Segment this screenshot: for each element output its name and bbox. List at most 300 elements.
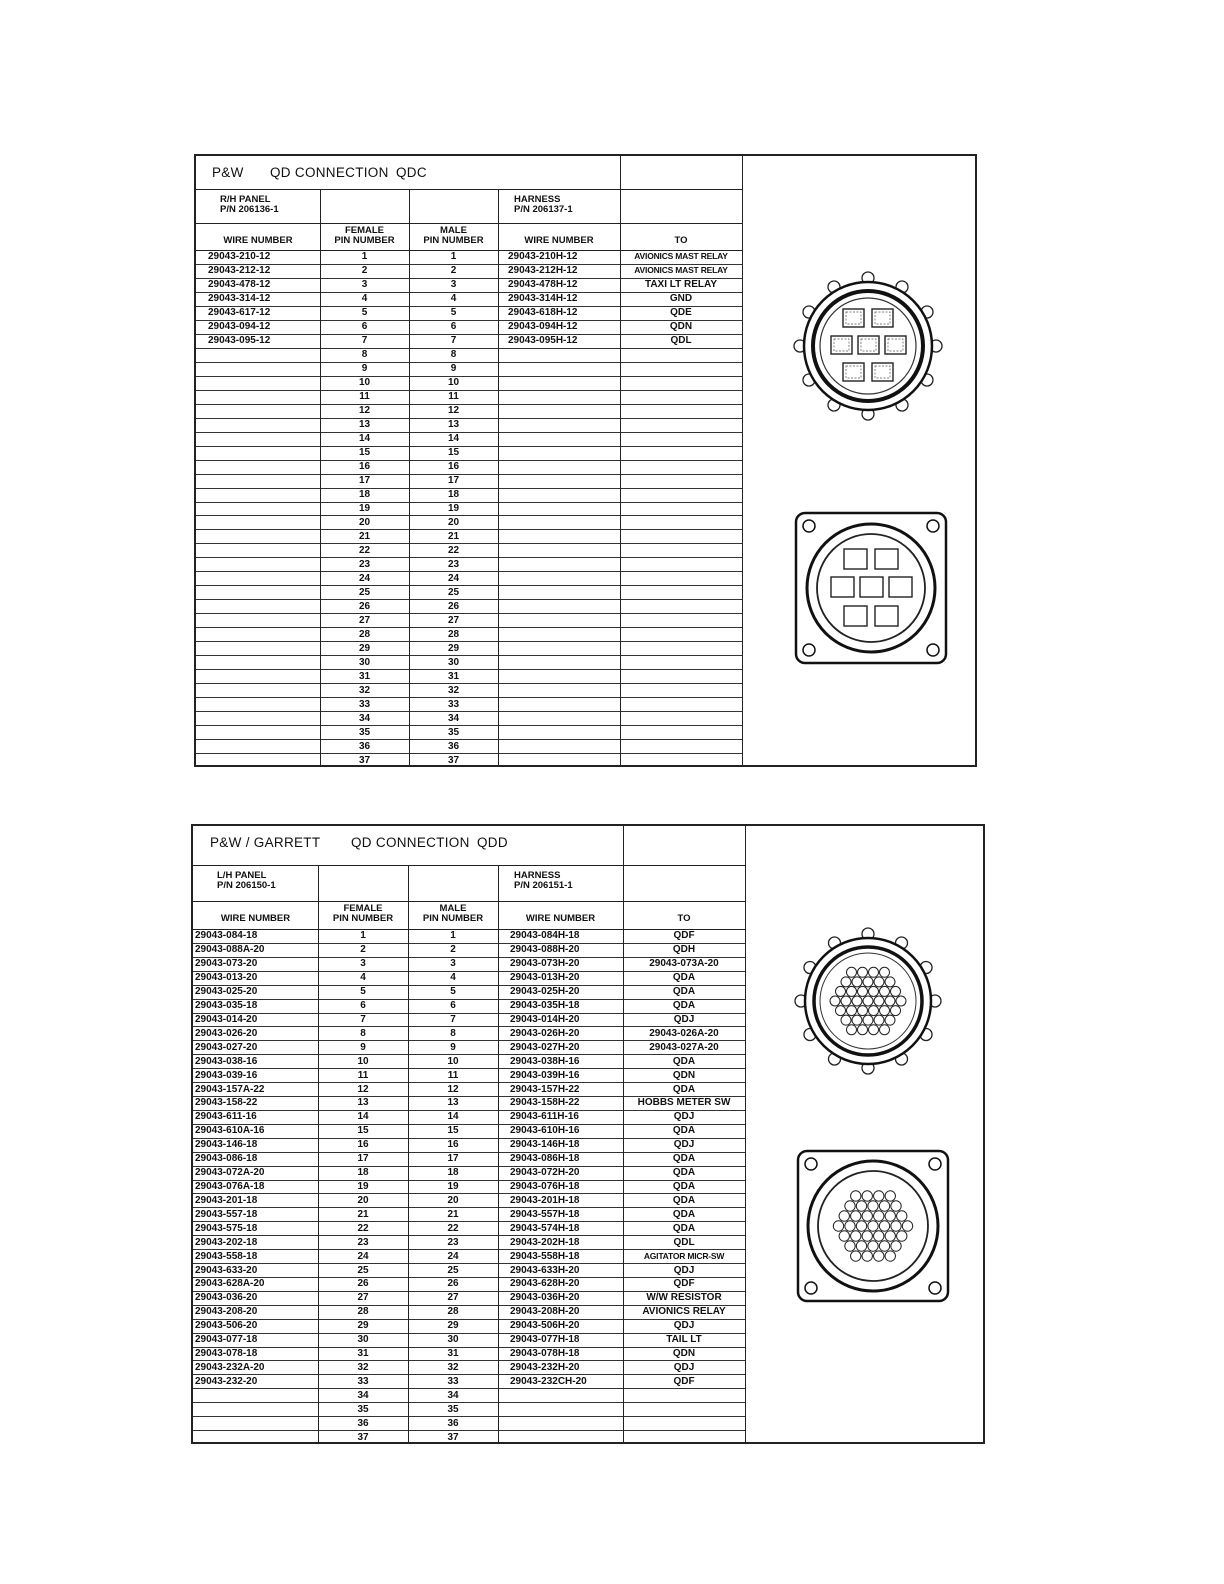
qdd-cell-wire-number: 29043-073-20 — [195, 958, 258, 970]
qdd-cell-harness-wire-number: 29043-086H-18 — [510, 1153, 580, 1165]
qdc-cell-harness-wire-number: 29043-618H-12 — [508, 307, 578, 319]
qdc-cell-male-pin: 30 — [447, 656, 460, 668]
qdd-cell-wire-number: 29043-078-18 — [195, 1348, 258, 1360]
qdd-column-rule — [498, 866, 499, 1444]
qdd-cell-harness-wire-number: 29043-013H-20 — [510, 972, 580, 984]
qdd-cell-male-pin: 18 — [447, 1167, 459, 1179]
qdd-cell-male-pin: 30 — [447, 1334, 459, 1346]
qdc-cell-harness-wire-number: 29043-095H-12 — [508, 335, 578, 347]
qdd-cell-male-pin: 17 — [447, 1153, 459, 1165]
qdd-cell-male-pin: 27 — [447, 1292, 459, 1304]
qdd-cell-to: 29043-026A-20 — [649, 1027, 719, 1039]
qdd-cell-female-pin: 26 — [357, 1278, 369, 1290]
qdd-cell-harness-wire-number: 29043-027H-20 — [510, 1041, 580, 1053]
qdd-cell-to: HOBBS METER SW — [637, 1097, 731, 1109]
qdd-cell-female-pin: 34 — [357, 1389, 369, 1401]
qdd-cell-wire-number: 29043-088A-20 — [195, 944, 265, 956]
qdd-cell-female-pin: 9 — [360, 1041, 366, 1053]
qdd-title-mid: QD CONNECTION — [351, 835, 470, 850]
qdc-cell-female-pin: 16 — [358, 461, 371, 473]
qdc-cell-harness-wire-number: 29043-212H-12 — [508, 265, 578, 277]
qdc-cell-male-pin: 17 — [447, 475, 460, 487]
qdd-cell-wire-number: 29043-611-16 — [195, 1111, 257, 1123]
qdc-cell-female-pin: 11 — [359, 391, 370, 403]
qdc-cell-harness-wire-number: 29043-314H-12 — [508, 293, 578, 305]
qdc-cell-male-pin: 19 — [447, 503, 460, 514]
qdd-cell-male-pin: 28 — [447, 1306, 459, 1318]
qdd-cell-wire-number: 29043-158-22 — [195, 1097, 258, 1109]
qdd-column-header-0: WIRE NUMBER — [220, 913, 291, 924]
qdd-column-rule — [623, 826, 624, 1444]
qdc-cell-female-pin: 8 — [361, 349, 368, 361]
qdd-round-plug-diagram — [795, 928, 941, 1074]
qdd-cell-to: QDA — [672, 972, 696, 984]
qdc-cell-male-pin: 11 — [448, 391, 459, 403]
qdd-cell-harness-wire-number: 29043-036H-20 — [510, 1292, 580, 1304]
qdd-cell-harness-wire-number: 29043-202H-18 — [510, 1236, 580, 1248]
qdd-cell-male-pin: 19 — [447, 1181, 459, 1192]
qdd-cell-harness-wire-number: 29043-035H-18 — [510, 1000, 580, 1012]
qdd-cell-male-pin: 21 — [447, 1208, 459, 1220]
qdd-cell-male-pin: 35 — [447, 1403, 459, 1415]
qdc-cell-male-pin: 10 — [447, 377, 460, 389]
qdd-cell-to: QDA — [672, 1194, 696, 1206]
qdd-cell-to: QDA — [672, 1000, 696, 1012]
qdd-cell-to: QDA — [672, 1153, 696, 1165]
qdc-cell-male-pin: 14 — [447, 433, 460, 445]
qdd-cell-wire-number: 29043-027-20 — [195, 1041, 258, 1053]
qdc-column-header-0: WIRE NUMBER — [223, 235, 293, 246]
qdd-cell-harness-wire-number: 29043-574H-18 — [510, 1222, 580, 1234]
qdd-column-header-4: TO — [677, 913, 691, 924]
qdd-cell-to: QDJ — [673, 1361, 695, 1373]
qdc-cell-to: GND — [669, 293, 693, 305]
qdd-cell-wire-number: 29043-039-16 — [195, 1069, 258, 1081]
qdd-cell-male-pin: 6 — [450, 1000, 456, 1012]
qdc-cell-to: TAXI LT RELAY — [644, 279, 718, 291]
qdd-cell-harness-wire-number: 29043-557H-18 — [510, 1208, 580, 1220]
qdd-cell-female-pin: 5 — [360, 986, 366, 998]
qdc-panel-label: R/H PANEL P/N 206136-1 — [220, 194, 279, 215]
qdd-cell-wire-number: 29043-202-18 — [195, 1236, 258, 1248]
qdd-connection-sheet — [191, 824, 985, 1444]
qdc-cell-female-pin: 1 — [361, 251, 368, 263]
qdc-cell-female-pin: 36 — [358, 740, 371, 752]
qdd-cell-to: QDN — [672, 1348, 696, 1360]
qdd-cell-male-pin: 5 — [450, 986, 456, 998]
qdc-square-receptacle-diagram — [796, 513, 946, 663]
qdc-cell-wire-number: 29043-210-12 — [208, 251, 271, 263]
qdd-cell-to: QDF — [673, 1278, 695, 1290]
qdd-cell-male-pin: 13 — [447, 1097, 459, 1109]
qdc-cell-female-pin: 19 — [358, 503, 371, 514]
qdc-cell-female-pin: 23 — [358, 558, 371, 570]
qdd-cell-female-pin: 17 — [357, 1153, 369, 1165]
qdd-cell-wire-number: 29043-076A-18 — [195, 1181, 265, 1192]
qdd-cell-harness-wire-number: 29043-025H-20 — [510, 986, 580, 998]
qdd-cell-wire-number: 29043-084-18 — [195, 930, 258, 942]
qdc-cell-male-pin: 3 — [450, 279, 457, 291]
qdd-cell-male-pin: 7 — [450, 1013, 456, 1025]
qdc-cell-female-pin: 32 — [358, 684, 371, 696]
qdd-cell-to: AVIONICS RELAY — [642, 1306, 726, 1318]
qdc-cell-female-pin: 14 — [358, 433, 371, 445]
qdd-cell-wire-number: 29043-025-20 — [195, 986, 258, 998]
qdd-cell-female-pin: 6 — [360, 1000, 366, 1012]
qdc-column-header-2: MALE PIN NUMBER — [423, 225, 484, 246]
qdd-cell-harness-wire-number: 29043-506H-20 — [510, 1320, 580, 1332]
qdd-cell-harness-wire-number: 29043-558H-18 — [510, 1250, 580, 1262]
qdc-title-left: P&W — [212, 165, 244, 180]
qdd-cell-wire-number: 29043-157A-22 — [195, 1083, 265, 1095]
qdd-cell-harness-wire-number: 29043-208H-20 — [510, 1306, 580, 1318]
qdd-cell-wire-number: 29043-506-20 — [195, 1320, 258, 1332]
qdc-cell-male-pin: 4 — [450, 293, 457, 305]
qdc-cell-male-pin: 33 — [447, 698, 460, 710]
qdd-column-rule — [318, 866, 319, 1444]
qdd-cell-female-pin: 11 — [357, 1069, 369, 1081]
qdc-cell-male-pin: 31 — [447, 670, 460, 682]
qdd-cell-male-pin: 20 — [447, 1194, 459, 1206]
qdc-column-header-1: FEMALE PIN NUMBER — [334, 225, 395, 246]
qdc-cell-female-pin: 24 — [358, 572, 371, 584]
qdd-cell-male-pin: 22 — [447, 1222, 459, 1234]
qdc-cell-female-pin: 21 — [358, 530, 371, 542]
qdd-column-rule — [408, 866, 409, 1444]
qdd-cell-female-pin: 25 — [357, 1264, 369, 1276]
qdd-cell-harness-wire-number: 29043-628H-20 — [510, 1278, 580, 1290]
qdd-cell-female-pin: 31 — [357, 1348, 369, 1360]
qdd-cell-male-pin: 24 — [447, 1250, 459, 1262]
qdd-cell-male-pin: 15 — [447, 1125, 459, 1137]
qdc-cell-female-pin: 31 — [358, 670, 371, 682]
qdc-cell-male-pin: 15 — [447, 447, 460, 459]
qdc-title-row — [196, 156, 742, 190]
qdd-cell-female-pin: 36 — [357, 1417, 369, 1429]
qdd-cell-female-pin: 30 — [357, 1334, 369, 1346]
qdc-cell-male-pin: 5 — [450, 307, 457, 319]
qdc-cell-male-pin: 26 — [447, 600, 460, 612]
qdd-cell-female-pin: 37 — [357, 1431, 369, 1443]
qdc-cell-male-pin: 2 — [450, 265, 457, 277]
qdd-title-row — [193, 826, 745, 866]
qdd-cell-male-pin: 12 — [447, 1083, 459, 1095]
qdd-cell-male-pin: 29 — [447, 1320, 459, 1332]
qdd-cell-harness-wire-number: 29043-039H-16 — [510, 1069, 580, 1081]
qdc-cell-to: AVIONICS MAST RELAY — [634, 265, 728, 276]
qdd-cell-wire-number: 29043-232A-20 — [195, 1361, 265, 1373]
qdc-cell-female-pin: 13 — [358, 419, 371, 431]
qdd-cell-to: QDJ — [673, 1320, 695, 1332]
qdd-cell-to: QDJ — [673, 1013, 695, 1025]
qdc-cell-male-pin: 37 — [447, 754, 460, 766]
qdc-column-header-4: TO — [674, 235, 688, 246]
qdd-cell-to: 29043-027A-20 — [649, 1041, 719, 1053]
qdd-cell-female-pin: 2 — [360, 944, 366, 956]
qdc-cell-female-pin: 2 — [361, 265, 368, 277]
qdd-cell-wire-number: 29043-633-20 — [195, 1264, 258, 1276]
qdc-cell-female-pin: 34 — [358, 712, 371, 724]
qdc-cell-female-pin: 6 — [361, 321, 368, 333]
qdd-cell-female-pin: 8 — [360, 1027, 366, 1039]
qdc-cell-female-pin: 12 — [358, 405, 371, 417]
qdd-cell-male-pin: 1 — [450, 930, 456, 942]
qdc-cell-to: QDL — [670, 335, 692, 347]
qdd-column-header-1: FEMALE PIN NUMBER — [332, 903, 394, 924]
qdd-cell-male-pin: 23 — [447, 1236, 459, 1248]
qdd-cell-harness-wire-number: 29043-014H-20 — [510, 1013, 580, 1025]
qdd-cell-harness-wire-number: 29043-158H-22 — [510, 1097, 580, 1109]
qdd-cell-female-pin: 3 — [360, 958, 366, 970]
qdd-cell-harness-wire-number: 29043-157H-22 — [510, 1083, 580, 1095]
qdc-cell-male-pin: 36 — [447, 740, 460, 752]
qdd-cell-harness-wire-number: 29043-146H-18 — [510, 1139, 580, 1151]
qdd-column-header-2: MALE PIN NUMBER — [422, 903, 484, 924]
qdd-cell-female-pin: 15 — [357, 1125, 369, 1137]
qdc-cell-wire-number: 29043-095-12 — [208, 335, 271, 347]
qdd-cell-male-pin: 16 — [447, 1139, 459, 1151]
qdd-cell-harness-wire-number: 29043-232H-20 — [510, 1361, 580, 1373]
qdc-column-rule — [498, 190, 499, 767]
qdd-cell-harness-wire-number: 29043-201H-18 — [510, 1194, 580, 1206]
qdd-cell-wire-number: 29043-575-18 — [195, 1222, 258, 1234]
qdc-cell-male-pin: 12 — [447, 405, 460, 417]
qdd-cell-male-pin: 11 — [447, 1069, 459, 1081]
qdd-cell-wire-number: 29043-232-20 — [195, 1375, 258, 1387]
qdd-cell-female-pin: 32 — [357, 1361, 369, 1373]
qdc-connection-sheet — [194, 154, 977, 767]
qdd-cell-female-pin: 14 — [357, 1111, 369, 1123]
qdd-cell-harness-wire-number: 29043-072H-20 — [510, 1167, 580, 1179]
qdc-cell-male-pin: 21 — [447, 530, 460, 542]
qdc-title-right: QDC — [396, 165, 427, 180]
qdc-cell-male-pin: 34 — [447, 712, 460, 724]
qdd-cell-male-pin: 8 — [450, 1027, 456, 1039]
qdd-cell-harness-wire-number: 29043-026H-20 — [510, 1027, 580, 1039]
qdd-cell-to: QDF — [673, 1375, 695, 1387]
qdd-panel-row-bottom-rule — [193, 901, 745, 902]
qdc-panel-row-bottom-rule — [196, 223, 742, 224]
qdc-cell-wire-number: 29043-212-12 — [208, 265, 271, 277]
qdd-cell-to: QDA — [672, 1083, 696, 1095]
qdc-column-header-3: WIRE NUMBER — [524, 235, 594, 246]
qdc-cell-female-pin: 3 — [361, 279, 368, 291]
qdc-cell-to: AVIONICS MAST RELAY — [634, 251, 728, 262]
qdc-cell-to: QDE — [670, 307, 692, 319]
qdd-cell-wire-number: 29043-557-18 — [195, 1208, 258, 1220]
qdd-connector-diagrams — [745, 826, 985, 1444]
qdd-cell-wire-number: 29043-026-20 — [195, 1027, 258, 1039]
qdd-cell-female-pin: 1 — [360, 930, 366, 942]
qdc-cell-female-pin: 28 — [358, 628, 371, 640]
qdd-cell-female-pin: 18 — [357, 1167, 369, 1179]
qdd-cell-to: QDA — [672, 1055, 696, 1067]
qdd-cell-female-pin: 19 — [357, 1181, 369, 1192]
qdd-cell-male-pin: 33 — [447, 1375, 459, 1387]
qdc-cell-female-pin: 18 — [358, 489, 371, 501]
qdc-cell-female-pin: 30 — [358, 656, 371, 668]
qdd-harness-label: HARNESS P/N 206151-1 — [514, 870, 573, 891]
qdd-cell-wire-number: 29043-035-18 — [195, 1000, 258, 1012]
qdc-cell-wire-number: 29043-314-12 — [208, 293, 271, 305]
qdd-cell-to: QDH — [672, 944, 696, 956]
qdd-cell-to: QDA — [672, 1181, 696, 1192]
qdd-cell-male-pin: 4 — [450, 972, 456, 984]
qdd-cell-female-pin: 23 — [357, 1236, 369, 1248]
qdc-cell-male-pin: 1 — [450, 251, 457, 263]
qdd-cell-harness-wire-number: 29043-038H-16 — [510, 1055, 580, 1067]
qdc-cell-male-pin: 9 — [450, 363, 457, 375]
qdc-cell-female-pin: 29 — [358, 642, 371, 654]
qdd-cell-female-pin: 27 — [357, 1292, 369, 1304]
qdc-cell-male-pin: 20 — [447, 516, 460, 528]
qdc-cell-male-pin: 13 — [447, 419, 460, 431]
qdc-cell-male-pin: 8 — [450, 349, 457, 361]
qdd-cell-female-pin: 12 — [357, 1083, 369, 1095]
qdd-cell-female-pin: 24 — [357, 1250, 369, 1262]
qdc-cell-female-pin: 35 — [358, 726, 371, 738]
qdd-cell-female-pin: 22 — [357, 1222, 369, 1234]
qdd-cell-harness-wire-number: 29043-078H-18 — [510, 1348, 580, 1360]
qdc-cell-male-pin: 28 — [447, 628, 460, 640]
qdc-cell-male-pin: 7 — [450, 335, 457, 347]
qdd-cell-female-pin: 16 — [357, 1139, 369, 1151]
qdd-cell-to: QDL — [673, 1236, 695, 1248]
qdd-cell-to: TAIL LT — [666, 1334, 702, 1346]
qdc-cell-female-pin: 10 — [358, 377, 371, 389]
qdd-cell-harness-wire-number: 29043-084H-18 — [510, 930, 580, 942]
qdc-cell-female-pin: 15 — [358, 447, 371, 459]
qdd-cell-male-pin: 32 — [447, 1361, 459, 1373]
qdd-cell-harness-wire-number: 29043-633H-20 — [510, 1264, 580, 1276]
qdd-cell-to: AGITATOR MICR-SW — [643, 1250, 725, 1261]
qdd-cell-female-pin: 21 — [357, 1208, 369, 1220]
qdc-cell-female-pin: 4 — [361, 293, 368, 305]
qdd-cell-wire-number: 29043-086-18 — [195, 1153, 258, 1165]
qdd-cell-female-pin: 13 — [357, 1097, 369, 1109]
qdd-cell-to: QDF — [673, 930, 695, 942]
qdc-cell-female-pin: 25 — [358, 586, 371, 598]
qdd-cell-harness-wire-number: 29043-610H-16 — [510, 1125, 580, 1137]
qdd-cell-male-pin: 36 — [447, 1417, 459, 1429]
qdc-cell-male-pin: 18 — [447, 489, 460, 501]
qdc-cell-harness-wire-number: 29043-478H-12 — [508, 279, 578, 291]
qdd-cell-to: QDJ — [673, 1111, 695, 1123]
qdd-cell-wire-number: 29043-013-20 — [195, 972, 258, 984]
qdd-cell-female-pin: 7 — [360, 1013, 366, 1025]
qdd-cell-harness-wire-number: 29043-076H-18 — [510, 1181, 580, 1192]
qdd-cell-to: QDA — [672, 1167, 696, 1179]
qdc-cell-male-pin: 32 — [447, 684, 460, 696]
qdd-cell-male-pin: 26 — [447, 1278, 459, 1290]
qdd-cell-wire-number: 29043-610A-16 — [195, 1125, 265, 1137]
qdc-cell-female-pin: 27 — [358, 614, 371, 626]
qdd-cell-harness-wire-number: 29043-073H-20 — [510, 958, 580, 970]
qdc-cell-female-pin: 22 — [358, 544, 371, 556]
qdc-cell-female-pin: 7 — [361, 335, 368, 347]
qdd-cell-wire-number: 29043-036-20 — [195, 1292, 258, 1304]
qdc-cell-wire-number: 29043-478-12 — [208, 279, 271, 291]
qdc-cell-female-pin: 5 — [361, 307, 368, 319]
qdc-cell-male-pin: 25 — [447, 586, 460, 598]
qdc-cell-female-pin: 17 — [358, 475, 371, 487]
qdc-cell-male-pin: 29 — [447, 642, 460, 654]
qdd-cell-wire-number: 29043-038-16 — [195, 1055, 258, 1067]
qdd-title-left: P&W / GARRETT — [210, 835, 321, 850]
qdd-cell-male-pin: 14 — [447, 1111, 459, 1123]
qdc-title-mid: QD CONNECTION — [270, 165, 389, 180]
qdd-cell-female-pin: 28 — [357, 1306, 369, 1318]
qdd-cell-wire-number: 29043-014-20 — [195, 1013, 258, 1025]
qdc-cell-male-pin: 6 — [450, 321, 457, 333]
qdd-cell-wire-number: 29043-201-18 — [195, 1194, 258, 1206]
qdd-panel-label: L/H PANEL P/N 206150-1 — [217, 870, 276, 891]
qdd-cell-female-pin: 20 — [357, 1194, 369, 1206]
qdc-cell-female-pin: 9 — [361, 363, 368, 375]
qdd-cell-harness-wire-number: 29043-232CH-20 — [510, 1375, 587, 1387]
qdd-cell-male-pin: 34 — [447, 1389, 459, 1401]
qdd-cell-to: 29043-073A-20 — [649, 958, 719, 970]
qdc-cell-wire-number: 29043-094-12 — [208, 321, 271, 333]
qdd-cell-male-pin: 10 — [447, 1055, 459, 1067]
qdc-cell-male-pin: 27 — [447, 614, 460, 626]
qdd-cell-wire-number: 29043-077-18 — [195, 1334, 258, 1346]
qdd-title-right: QDD — [477, 835, 508, 850]
qdd-cell-female-pin: 10 — [357, 1055, 369, 1067]
qdc-harness-label: HARNESS P/N 206137-1 — [514, 194, 573, 215]
qdd-cell-to: QDA — [672, 1222, 696, 1234]
qdd-cell-to: QDN — [672, 1069, 696, 1081]
qdd-cell-female-pin: 4 — [360, 972, 366, 984]
qdd-cell-wire-number: 29043-558-18 — [195, 1250, 258, 1262]
qdd-cell-wire-number: 29043-628A-20 — [195, 1278, 265, 1290]
qdd-cell-harness-wire-number: 29043-088H-20 — [510, 944, 580, 956]
qdd-cell-male-pin: 9 — [450, 1041, 456, 1053]
qdd-cell-male-pin: 37 — [447, 1431, 459, 1443]
qdd-cell-wire-number: 29043-208-20 — [195, 1306, 258, 1318]
qdd-cell-wire-number: 29043-146-18 — [195, 1139, 258, 1151]
qdc-cell-male-pin: 22 — [447, 544, 460, 556]
qdc-cell-female-pin: 26 — [358, 600, 371, 612]
qdd-cell-to: QDJ — [673, 1139, 695, 1151]
qdc-cell-male-pin: 35 — [447, 726, 460, 738]
qdc-round-plug-diagram — [794, 272, 942, 420]
qdd-cell-harness-wire-number: 29043-611H-16 — [510, 1111, 579, 1123]
qdd-cell-female-pin: 35 — [357, 1403, 369, 1415]
qdd-cell-female-pin: 29 — [357, 1320, 369, 1332]
qdc-cell-male-pin: 16 — [447, 461, 460, 473]
qdd-cell-female-pin: 33 — [357, 1375, 369, 1387]
qdd-cell-to: QDJ — [673, 1264, 695, 1276]
qdd-cell-to: QDA — [672, 1125, 696, 1137]
qdc-cell-to: QDN — [669, 321, 693, 333]
qdd-column-header-3: WIRE NUMBER — [525, 913, 596, 924]
qdc-cell-male-pin: 24 — [447, 572, 460, 584]
qdd-cell-male-pin: 2 — [450, 944, 456, 956]
qdd-cell-wire-number: 29043-072A-20 — [195, 1167, 265, 1179]
qdd-cell-male-pin: 3 — [450, 958, 456, 970]
qdc-column-rule — [409, 190, 410, 767]
qdd-cell-to: QDA — [672, 986, 696, 998]
qdc-cell-wire-number: 29043-617-12 — [208, 307, 271, 319]
qdc-cell-harness-wire-number: 29043-094H-12 — [508, 321, 578, 333]
qdc-cell-female-pin: 20 — [358, 516, 371, 528]
qdd-cell-harness-wire-number: 29043-077H-18 — [510, 1334, 580, 1346]
qdc-cell-female-pin: 33 — [358, 698, 371, 710]
qdc-cell-harness-wire-number: 29043-210H-12 — [508, 251, 578, 263]
qdd-cell-to: W/W RESISTOR — [646, 1292, 722, 1304]
qdc-column-rule — [320, 190, 321, 767]
